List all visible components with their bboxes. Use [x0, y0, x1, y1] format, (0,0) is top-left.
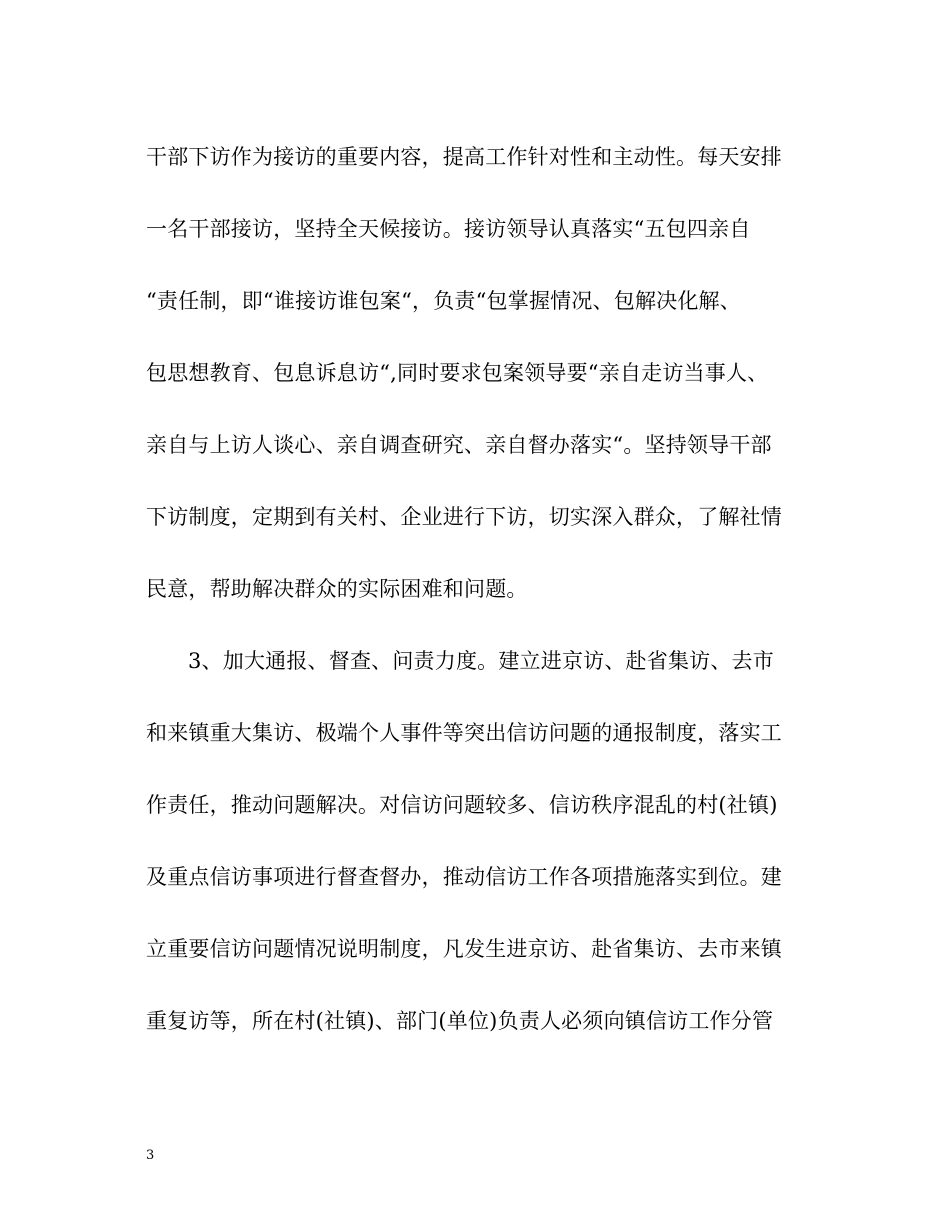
- page-number: 3: [146, 1148, 155, 1163]
- body-line-10: 作责任，推动问题解决。对信访问题较多、信访秩序混乱的村(社镇): [146, 793, 778, 817]
- body-line-3: “责任制，即“谁接访谁包案“，负责“包掌握情况、包解决化解、: [146, 289, 741, 313]
- body-line-11: 及重点信访事项进行督查督办，推动信访工作各项措施落实到位。建: [146, 865, 782, 889]
- body-line-12: 立重要信访问题情况说明制度，凡发生进京访、赴省集访、去市来镇: [146, 937, 782, 961]
- body-line-5: 亲自与上访人谈心、亲自调查研究、亲自督办落实“。坚持领导干部: [146, 433, 772, 457]
- body-line-6: 下访制度，定期到有关村、企业进行下访，切实深入群众，了解社情: [146, 505, 782, 529]
- body-line-1: 干部下访作为接访的重要内容，提高工作针对性和主动性。每天安排: [146, 145, 782, 169]
- body-line-7: 民意，帮助解决群众的实际困难和问题。: [146, 577, 528, 601]
- body-line-13: 重复访等，所在村(社镇)、部门(单位)负责人必须向镇信访工作分管: [146, 1009, 774, 1033]
- body-line-9: 和来镇重大集访、极端个人事件等突出信访问题的通报制度，落实工: [146, 721, 782, 745]
- body-line-4: 包思想教育、包息诉息访“,同时要求包案领导要“亲自走访当事人、: [146, 361, 769, 385]
- body-line-8: 3、加大通报、督查、问责力度。建立进京访、赴省集访、去市: [188, 649, 774, 673]
- body-line-2: 一名干部接访，坚持全天候接访。接访领导认真落实“五包四亲自: [146, 217, 751, 241]
